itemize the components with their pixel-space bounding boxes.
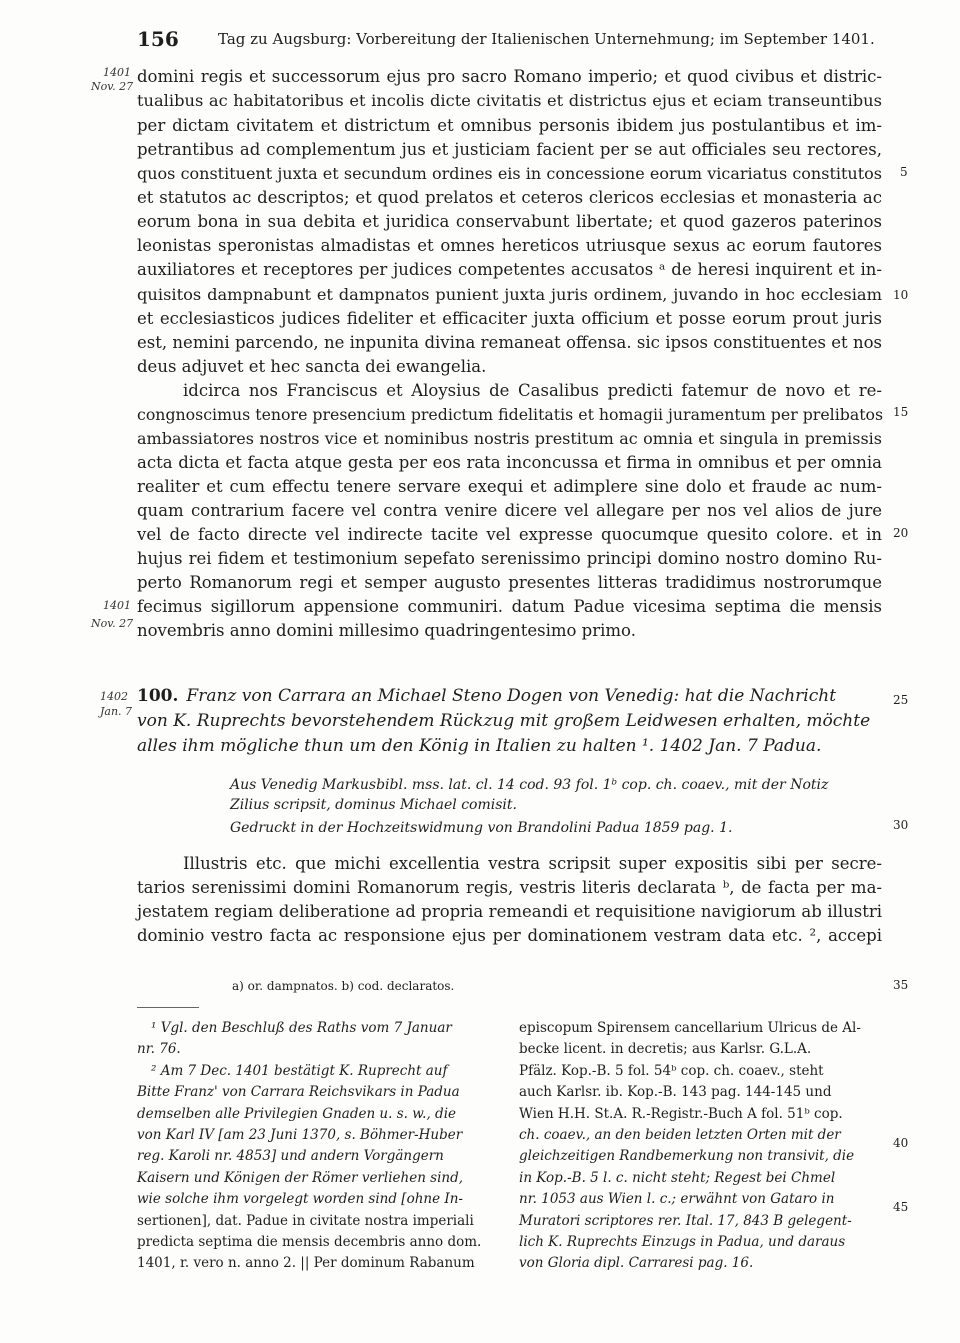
footnotes-left-column (137, 1018, 499, 1275)
text-line: et ecclesiasticos judices fideliter et efficaciter juxta officium et posse eorum prout juris (137, 309, 882, 328)
text-line: per dictam civitatem et districtum et omnibus personis ibidem jus postulantibus et im- (137, 116, 882, 135)
text-line: novembris anno domini millesimo quadringentesimo primo. (137, 621, 636, 640)
line-number: 10 (893, 288, 909, 302)
footnote-line: predicta septima die mensis decembris anno dom. (137, 1234, 482, 1251)
text-line: leonistas speronistas almadistas et omnes hereticos utriusque sexus ac eorum fautores (137, 236, 882, 255)
text-line: quos constituent juxta et secundum ordines eis in concessione eorum vicariatus constitutos (137, 164, 882, 183)
footnote-line: nr. 1053 aus Wien l. c.; erwähnt von Gataro in (519, 1191, 835, 1208)
text-line: congnoscimus tenore presencium predictum fidelitatis et homagii juramentum per prelibatos (137, 405, 884, 424)
footnote-line: Muratori scriptores rer. Ital. 17, 843 B gelegent- (519, 1212, 852, 1229)
text-line: petrantibus ad complementum jus et justiciam facient per se aut officiales seu rectores, (137, 140, 882, 159)
footnote-line: Bitte Franz' von Carrara Reichsvikars in Padua (137, 1084, 460, 1101)
footnote-line: 1401, r. vero n. anno 2. || Per dominum Rabanum (137, 1255, 475, 1272)
source-note: Zilius scripsit, dominus Michael comisit. (230, 797, 517, 813)
footnote-line: von Karl IV [am 23 Juni 1370, s. Böhmer-Huber (137, 1127, 463, 1144)
footnote-separator (137, 1007, 199, 1008)
text-line: tualibus ac habitatoribus et incolis dicte civitatis et districtus ejus et eciam transeuntibus (137, 91, 882, 110)
text-line: est, nemini parcendo, ne inpunita divina remaneat offensa. sic ipsos constituentes et nos (137, 333, 882, 352)
margin-date-day: Nov. 27 (91, 80, 134, 93)
text-line: realiter et cum effectu tenere servare exequi et adimplere sine dolo et fraude ac num- (137, 477, 882, 496)
margin-date-year: 1402 (100, 690, 128, 703)
text-line: quam contrarium facere vel contra venire dicere vel allegare per nos vel alios de jure (137, 501, 882, 520)
footnote-line: episcopum Spirensem cancellarium Ulricus de Al- (519, 1020, 861, 1036)
text-line: ambassiatores nostros vice et nominibus nostris prestitum ac omnia et singula in premissis (137, 429, 882, 448)
line-number: 20 (893, 526, 909, 540)
footnote-line: gleichzeitigen Randbemerkung non transivit, die (519, 1148, 855, 1165)
heading-line: alles ihm mögliche thun um den König in Italien zu halten ¹. 1402 Jan. 7 Padua. (137, 736, 822, 756)
text-line: Illustris etc. que michi excellentia vestra scripsit super expositis sibi per secre- (183, 854, 882, 873)
text-line: jestatem regiam deliberatione ad propria remeandi et requisitione navigiorum ab illustri (137, 902, 882, 921)
footnote-line: becke licent. in decretis; aus Karlsr. G.L.A. (519, 1041, 812, 1058)
text-line: acta dicta et facta atque gesta per eos rata inconcussa et firma in omnibus et per omnia (137, 453, 882, 472)
footnote-line: demselben alle Privilegien Gnaden u. s. w., die (137, 1105, 456, 1122)
text-line: vel de facto directe vel indirecte tacite vel expresse quocumque quesito colore. et in (137, 525, 882, 544)
text-line: tarios serenissimi domini Romanorum regis, vestris literis declarata ᵇ, de facta per ma- (137, 878, 882, 897)
margin-date-year: 1401 (103, 599, 131, 612)
line-number: 35 (893, 978, 909, 992)
footnote-line: sertionen], dat. Padue in civitate nostra imperiali (137, 1212, 474, 1229)
margin-date-year: 1401 (103, 66, 131, 79)
footnote-line: ch. coaev., an den beiden letzten Orten mit der (519, 1127, 841, 1144)
page-number: 156 (137, 27, 179, 51)
footnotes-right-column (519, 1018, 882, 1275)
line-number: 15 (893, 405, 909, 419)
footnote-line: ² Am 7 Dec. 1401 bestätigt K. Ruprecht auf (151, 1062, 448, 1079)
heading-line: von K. Ruprechts bevorstehendem Rückzug mit großem Leidwesen erhalten, möchte (137, 711, 871, 731)
line-number: 30 (893, 818, 909, 832)
text-line: auxiliatores et receptores per judices competentes accusatos ᵃ de heresi inquirent et in- (137, 260, 882, 279)
text-line: quisitos dampnabunt et dampnatos punient juxta juris ordinem, juvando in hoc ecclesiam (137, 285, 882, 304)
text-line: eorum bona in sua debita et juridica conservabunt libertate; et quod gazeros paterinos (137, 212, 882, 231)
line-number: 40 (893, 1136, 909, 1150)
text-line: domini regis et successorum ejus pro sacro Romano imperio; et quod civibus et distric- (137, 67, 882, 86)
source-note: Gedruckt in der Hochzeitswidmung von Brandolini Padua 1859 pag. 1. (230, 820, 733, 836)
running-title: Tag zu Augsburg: Vorbereitung der Italienischen Unternehmung; im September 1401. (218, 30, 875, 48)
heading-line: Franz von Carrara an Michael Steno Dogen von Venedig: hat die Nachricht (186, 686, 837, 706)
critical-apparatus: a) or. dampnatos. b) cod. declaratos. (232, 979, 455, 993)
footnote-line: von Gloria dipl. Carraresi pag. 16. (519, 1255, 754, 1272)
footnote-line: lich K. Ruprechts Einzugs in Padua, und daraus (519, 1234, 846, 1251)
line-number: 25 (893, 693, 909, 707)
text-line: idcirca nos Franciscus et Aloysius de Casalibus predicti fatemur de novo et re- (183, 381, 882, 400)
text-line: perto Romanorum regi et semper augusto presentes litteras tradidimus nostrorumque (137, 573, 882, 592)
text-line: fecimus sigillorum appensione communiri. datum Padue vicesima septima die mensis (137, 597, 882, 616)
line-number: 5 (900, 165, 908, 179)
text-line: et statutos ac descriptos; et quod prelatos et ceteros clericos ecclesias et monasteria ac (137, 188, 882, 207)
text-line: deus adjuvet et hec sancta dei ewangelia. (137, 357, 487, 376)
footnote-line: ¹ Vgl. den Beschluß des Raths vom 7 Januar (151, 1020, 452, 1036)
margin-date-day: Nov. 27 (91, 617, 134, 630)
line-number: 45 (893, 1200, 909, 1214)
margin-date-day: Jan. 7 (100, 705, 133, 718)
footnote-line: Kaisern und Königen der Römer verliehen sind, (137, 1169, 464, 1186)
document-number: 100. (137, 686, 179, 706)
text-line: dominio vestro facta ac responsione ejus per dominationem vestram data etc. ², accepi (137, 926, 882, 945)
document-heading (137, 684, 882, 759)
footnote-line: nr. 76. (137, 1041, 181, 1058)
text-line: hujus rei fidem et testimonium sepefato serenissimo principi domino nostro domino Ru- (137, 549, 882, 568)
footnote-line: in Kop.-B. 5 l. c. nicht steht; Regest bei Chmel (519, 1169, 836, 1186)
footnote-line: wie solche ihm vorgelegt worden sind [ohne In- (137, 1191, 463, 1208)
source-note: Aus Venedig Markusbibl. mss. lat. cl. 14 cod. 93 fol. 1ᵇ cop. ch. coaev., mit der Notiz (230, 777, 829, 793)
footnote-line: auch Karlsr. ib. Kop.-B. 143 pag. 144-145 und (519, 1084, 832, 1101)
footnote-line: Pfälz. Kop.-B. 5 fol. 54ᵇ cop. ch. coaev., steht (519, 1062, 824, 1079)
footnote-line: Wien H.H. St.A. R.-Registr.-Buch A fol. 51ᵇ cop. (519, 1105, 843, 1122)
footnote-line: reg. Karoli nr. 4853] und andern Vorgängern (137, 1148, 444, 1165)
